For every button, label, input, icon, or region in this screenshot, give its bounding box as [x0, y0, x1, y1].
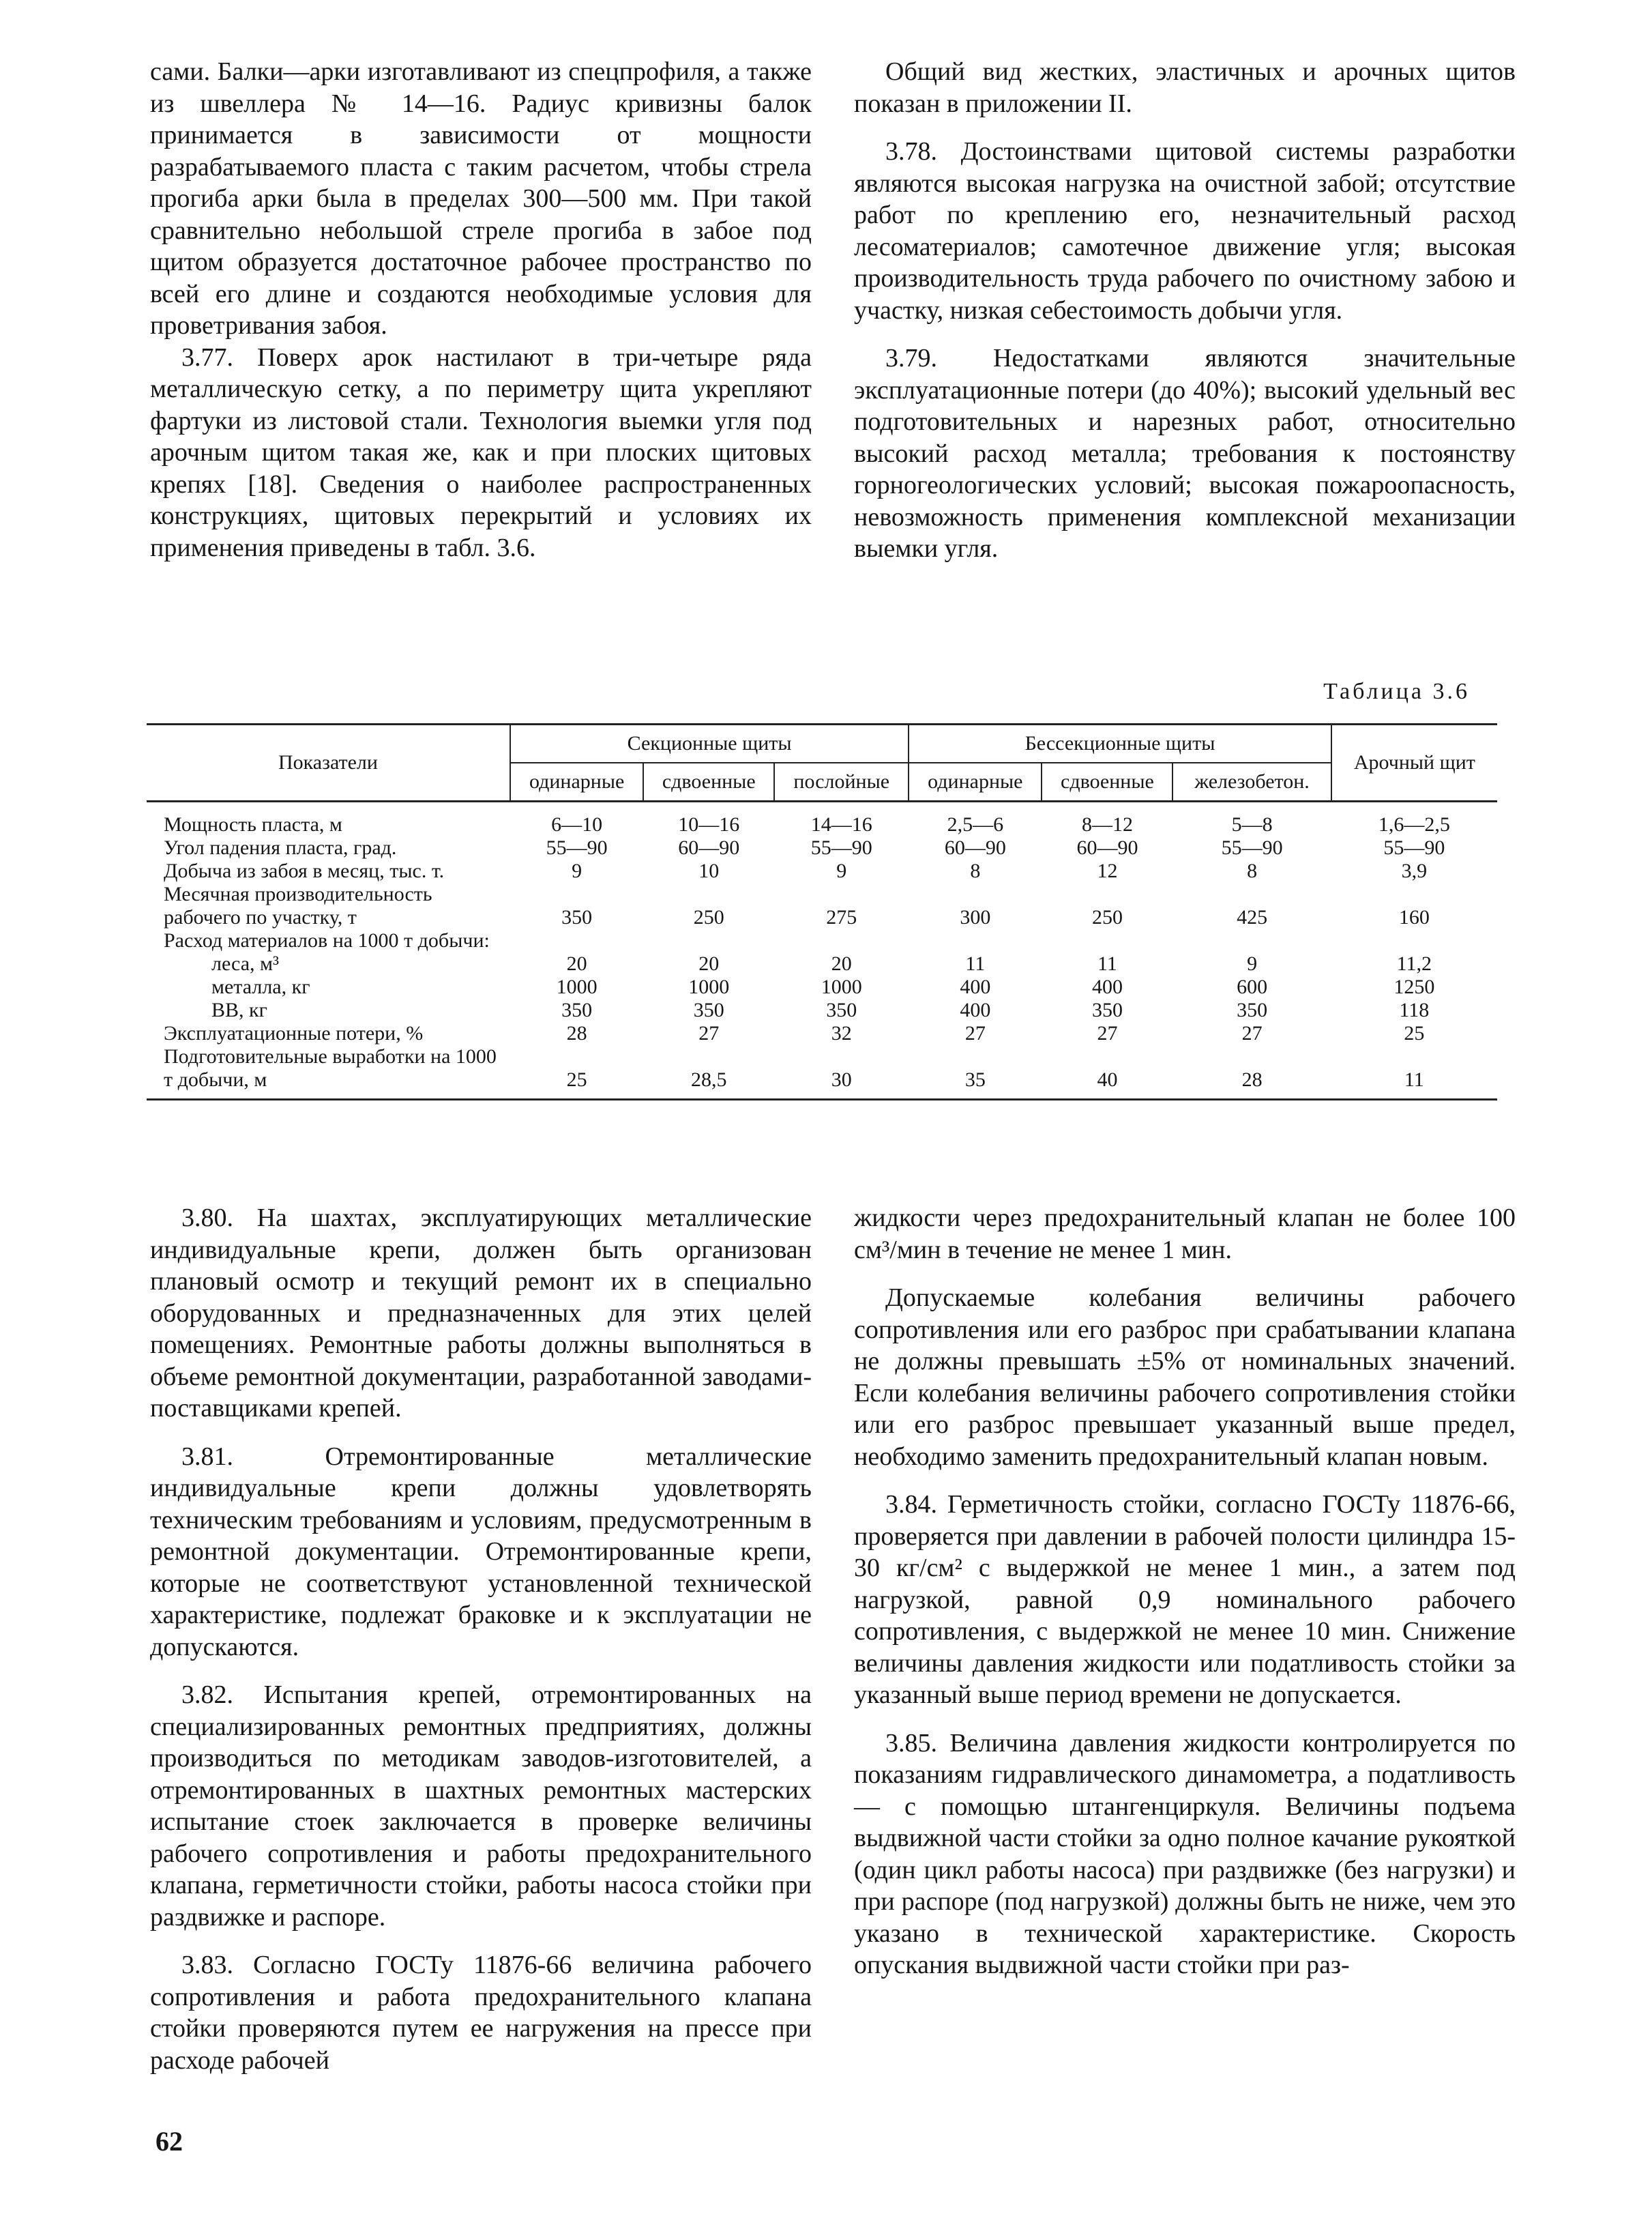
table-cell: 55—90: [810, 836, 872, 859]
table-cell: 11: [965, 952, 986, 975]
header-reinforced-concrete: железобетон.: [1172, 763, 1331, 802]
paragraph: жидкости через предохранительный клапан не более 100 см³/мин в течение не менее 1 мин.: [854, 1204, 1516, 1264]
table-cell: 55—90: [1221, 836, 1283, 859]
table-cell: 350: [826, 999, 857, 1021]
paragraph-3-82: 3.82. Испытания крепей, отремонтированных на специализированных ремонтных предприятиях, должны производиться по методикам заводов-изготовителей, а отремонтированных в шахтных ремонтных мастерских испытание стоек заключается в проверке величины рабочего сопротивления и работы предохранительного клапана, герметичности стойки, работы насоса стойки при раздвижке и распоре.: [150, 1680, 812, 1931]
header-single: одинарные: [510, 763, 643, 802]
table-row: [147, 836, 1497, 860]
table-cell: [909, 929, 1042, 952]
header-indicators: Показатели: [278, 751, 378, 774]
header-single-2: одинарные: [909, 763, 1042, 802]
table-row: [147, 860, 1497, 883]
paragraph-3-83: 3.83. Согласно ГОСТу 11876-66 величина рабочего сопротивления и работа предохранительного клапана стойки проверяются путем ее нагружения на прессе при расходе рабочей: [150, 1951, 812, 2075]
table-cell: 400: [960, 976, 991, 998]
header-double: сдвоенные: [643, 763, 774, 802]
paragraph-3-77: 3.77. Поверх арок настилают в три-четыре ряда металлическую сетку, а по периметру щита укрепляют фартуки из листовой стали. Технология выемки угля под арочным щитом такая же, как и при плоских щитовых крепях [18]. Сведения о наиболее распространенных конструкциях, щитовых перекрытий и условиях их применения приведены в табл. 3.6.: [150, 342, 812, 562]
page-number: 62: [156, 2126, 183, 2157]
table-cell: 9: [1247, 952, 1258, 975]
paragraph: Общий вид жестких, эластичных и арочных щитов показан в приложении II.: [854, 57, 1516, 118]
table-cell: 12: [1097, 860, 1118, 882]
row-label: Мощность пласта, м: [164, 813, 342, 836]
table-cell: 55—90: [1383, 836, 1445, 859]
row-label: Эксплуатационные потери, %: [164, 1022, 424, 1045]
table-cell: [1331, 929, 1497, 952]
top-right-column: [854, 56, 1516, 565]
table-cell: 27: [1241, 1022, 1263, 1045]
table-cell: [1172, 929, 1331, 952]
bottom-right-column: [854, 1202, 1516, 1981]
paragraph-3-85: 3.85. Величина давления жидкости контролируется по показаниям гидравлического динамометра, а податливость — с помощью штангенциркуля. Величины подъема выдвижной части стойки за одно полное качание рукояткой (один цикл работы насоса) при раздвижке (без нагрузки) и при распоре (под нагрузкой) должны быть не ниже, чем это указано в технической характеристике. Скорость опускания выдвижной части стойки при раз-: [854, 1728, 1516, 1979]
table-cell: 32: [831, 1022, 852, 1045]
row-label: Расход материалов на 1000 т добычи:: [164, 929, 490, 952]
table-cell: 60—90: [1076, 836, 1138, 859]
header-double-2: сдвоенные: [1042, 763, 1172, 802]
table-row: [147, 813, 1497, 836]
table-cell: 9: [836, 860, 847, 882]
header-arched-shield: Арочный щит: [1331, 725, 1497, 802]
table-cell: 35: [909, 1045, 1042, 1100]
table-cell: 20: [566, 952, 587, 975]
table-cell: 14—16: [810, 813, 872, 836]
table-cell: 11: [1097, 952, 1117, 975]
table-cell: 8: [970, 860, 981, 882]
table-cell: 11,2: [1396, 952, 1432, 975]
table-cell: 275: [826, 906, 857, 929]
table-row: [147, 952, 1497, 976]
table-cell: 55—90: [546, 836, 608, 859]
table-row: [147, 1045, 1497, 1100]
table-cell: 11: [1331, 1045, 1497, 1100]
table-cell: 10: [698, 860, 720, 882]
row-label: Добыча из забоя в месяц, тыс. т.: [164, 860, 445, 882]
table-cell: 27: [1097, 1022, 1118, 1045]
table-cell: 28: [1172, 1045, 1331, 1100]
table-cell: 350: [561, 999, 593, 1021]
row-label: ВВ, кг: [211, 999, 267, 1021]
table-cell: 350: [693, 999, 724, 1021]
table-cell: 20: [831, 952, 852, 975]
paragraph-3-80: 3.80. На шахтах, эксплуатирующих металлические индивидуальные крепи, должен быть организован плановый осмотр и текущий ремонт их в специально оборудованных и предназначенных для этих целей помещениях. Ремонтные работы должны выполняться в объеме ремонтной документации, разработанной заводами-поставщиками крепей.: [150, 1204, 812, 1423]
table-cell: 60—90: [678, 836, 740, 859]
table-cell: 400: [960, 999, 991, 1021]
table-cell: [774, 929, 909, 952]
table-row: [147, 999, 1497, 1022]
table-body: [147, 802, 1497, 1100]
table-caption: Таблица 3.6: [1323, 679, 1470, 704]
table-cell: 30: [774, 1045, 909, 1100]
table-cell: 27: [964, 1022, 986, 1045]
table-cell: 300: [960, 906, 991, 929]
table-row: [147, 929, 1497, 952]
paragraph-3-81: 3.81. Отремонтированные металлические индивидуальные крепи должны удовлетворять техническим требованиям и условиям, предусмотренным в ремонтной документации. Отремонтированные крепи, которые не соответствуют установленной технической характеристике, подлежат браковке и к эксплуатации не допускаются.: [150, 1442, 812, 1661]
table-cell: 350: [1237, 999, 1268, 1021]
row-label: Месячная производительность рабочего по участку, т: [164, 883, 432, 929]
table-cell: 400: [1091, 976, 1123, 998]
paragraph: сами. Балки—арки изготавливают из спецпрофиля, а также из швеллера № 14—16. Радиус кривизны балок принимается в зависимости от мощности разрабатываемого пласта с таким расчетом, чтобы стрела прогиба арки была в пределах 300—500 мм. При такой сравнительно небольшой стреле прогиба в забое под щитом образуется достаточное рабочее пространство по всей его длине и создаются необходимые условия для проветривания забоя.: [150, 57, 812, 340]
table-row: [147, 1022, 1497, 1045]
table-cell: 8—12: [1081, 813, 1133, 836]
table-cell: 27: [698, 1022, 720, 1045]
table-cell: 8: [1247, 860, 1258, 882]
table-cell: 25: [510, 1045, 643, 1100]
table-cell: 1000: [821, 976, 862, 998]
row-label: Угол падения пласта, град.: [164, 836, 397, 859]
table-cell: 350: [561, 906, 593, 929]
table-cell: 3,9: [1401, 860, 1428, 882]
table-cell: 600: [1237, 976, 1268, 998]
table-cell: 350: [1091, 999, 1123, 1021]
table-cell: 10—16: [678, 813, 740, 836]
row-label: металла, кг: [211, 976, 310, 998]
table-row: [147, 883, 1497, 929]
table-cell: [510, 929, 643, 952]
table-cell: 6—10: [551, 813, 603, 836]
table-cell: 28: [566, 1022, 587, 1045]
table-cell: 1000: [556, 976, 598, 998]
table-cell: 1000: [688, 976, 730, 998]
table-cell: 9: [572, 860, 582, 882]
table-cell: 1,6—2,5: [1378, 813, 1450, 836]
table-cell: 60—90: [944, 836, 1006, 859]
header-nonsectional-shields: Бессекционные щиты: [909, 725, 1331, 763]
paragraph-3-78: 3.78. Достоинствами щитовой системы разработки являются высокая нагрузка на очистной забой; отсутствие работ по креплению его, незначительный расход лесоматериалов; самотечное движение угля; высокая производительность труда рабочего по очистному забою и участку, низкая себестоимость добычи угля.: [854, 137, 1516, 325]
header-sectional-shields: Секционные щиты: [510, 725, 909, 763]
table-cell: 2,5—6: [947, 813, 1004, 836]
table-cell: 5—8: [1231, 813, 1273, 836]
table-cell: 160: [1398, 906, 1430, 929]
table-cell: [643, 929, 774, 952]
table-cell: 28,5: [643, 1045, 774, 1100]
row-label: Подготовительные выработки на 1000 т добычи, м: [147, 1045, 510, 1100]
row-label: леса, м³: [211, 952, 280, 975]
table-cell: 40: [1042, 1045, 1172, 1100]
table-cell: 425: [1237, 906, 1268, 929]
table-cell: 1250: [1393, 976, 1435, 998]
paragraph-3-79: 3.79. Недостатками являются значительные эксплуатационные потери (до 40%); высокий удельный вес подготовительных и нарезных работ, относительно высокий расход металла; требования к постоянству горногеологических условий; высокая пожароопасность, невозможность применения комплексной механизации выемки угля.: [854, 344, 1516, 563]
table-row: [147, 976, 1497, 999]
table-cell: 250: [1091, 906, 1123, 929]
table-cell: 25: [1404, 1022, 1425, 1045]
top-left-column: [150, 56, 812, 564]
table-cell: 20: [698, 952, 720, 975]
table-cell: [1042, 929, 1172, 952]
bottom-left-column: [150, 1202, 812, 2076]
paragraph: Допускаемые колебания величины рабочего сопротивления или его разброс при срабатывании клапана не должны превышать ±5% от номинальных значений. Если колебания величины рабочего сопротивления стойки или его разброс превышает указанный выше предел, необходимо заменить предохранительный клапан новым.: [854, 1283, 1516, 1471]
header-layered: послойные: [774, 763, 909, 802]
paragraph-3-84: 3.84. Герметичность стойки, согласно ГОСТу 11876-66, проверяется при давлении в рабочей полости цилиндра 15-30 кг/см² с выдержкой не менее 1 мин., а затем под нагрузкой, равной 0,9 номинального рабочего сопротивления, с выдержкой не менее 10 мин. Снижение величины давления жидкости или податливость стойки за указанный выше период времени не допускается.: [854, 1490, 1516, 1709]
table-cell: 118: [1399, 999, 1430, 1021]
data-table: [147, 723, 1497, 1100]
table-cell: 250: [693, 906, 724, 929]
